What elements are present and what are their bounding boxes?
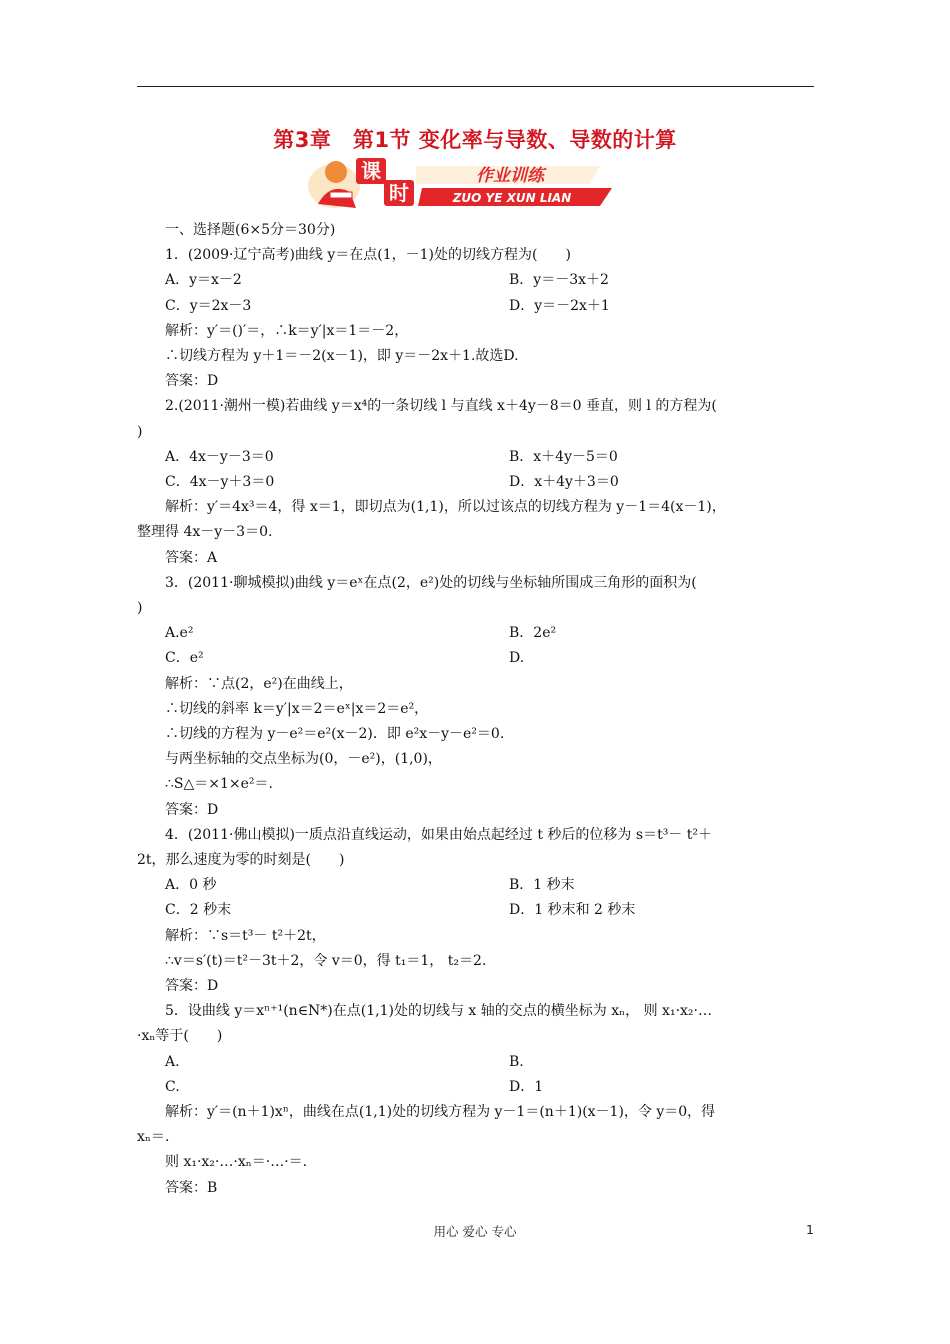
q5-solution-line-2: xₙ＝. [137,1129,170,1146]
q3-solution-2: ∴切线的斜率 k＝y′|x＝2＝eˣ|x＝2＝e²， [165,700,429,717]
homework-banner [300,152,620,212]
q2-options-row-2 [137,470,814,495]
q4-answer: 答案：D [165,977,219,994]
q1-option-c: C．y＝2x－3 [165,297,252,314]
q2-solution-line-2: 整理得 4x－y－3＝0. [137,524,273,541]
q3-options-row-1 [137,621,814,646]
q2-solution-line-1: 解析：y′＝4x³＝4，得 x＝1，即切点为(1,1)，所以过该点的切线方程为 y－1＝4(x－1)， [165,499,726,516]
q3-stem-line-2: ) [137,599,143,616]
banner-char-2: 时 [389,181,409,205]
q2-option-c: C．4x－y＋3＝0 [165,473,275,490]
q4-options-row-2 [137,898,814,923]
q3-answer: 答案：D [165,801,219,818]
q1-options-row-2 [137,294,814,319]
footer-slogan: 用心 爱心 专心 [433,1224,517,1239]
q3-option-b: B．2e² [509,625,557,642]
header-rule [137,86,814,87]
q4-solution-2: ∴v＝s′(t)＝t²－3t＋2，令 v＝0，得 t₁＝1， t₂＝2. [165,952,487,969]
q1-solution-1: 解析：y′＝()′＝，∴k＝y′|x＝1＝－2， [165,322,409,339]
q5-options-row-2 [137,1075,814,1100]
q4-option-d: D．1 秒末和 2 秒末 [509,902,636,919]
q3-solution-4: 与两坐标轴的交点坐标为(0，－e²)，(1,0)， [165,751,442,768]
q1-option-d: D．y＝－2x＋1 [509,297,610,314]
q3-stem-line-1: 3．(2011·聊城模拟)曲线 y＝eˣ在点(2，e²)处的切线与坐标轴所围成三角形的面积为( [165,574,697,591]
q4-option-a: A．0 秒 [165,877,217,894]
q1-stem: 1．(2009·辽宁高考)曲线 y＝在点(1，－1)处的切线方程为( ) [165,247,571,264]
q3-option-c: C．e² [165,650,204,667]
q2-option-a: A．4x－y－3＝0 [165,448,274,465]
exercise-content [137,218,814,1201]
q5-option-d: D．1 [509,1078,544,1095]
q1-answer: 答案：D [165,373,219,390]
q5-option-b: B. [509,1053,524,1070]
q4-solution-1: 解析：∵s＝t³－ t²＋2t， [165,927,326,944]
q2-answer: 答案：A [165,549,218,566]
q2-options-row-1 [137,445,814,470]
q2-option-b: B．x＋4y－5＝0 [509,448,618,465]
q4-options-row-1 [137,873,814,898]
q3-option-d: D. [509,650,525,667]
q1-options-row-1 [137,268,814,293]
q2-option-d: D．x＋4y＋3＝0 [509,473,619,490]
q5-solution-3: 则 x₁·x₂·…·xₙ＝·…·＝. [165,1154,308,1171]
q3-option-a: A.e² [165,625,194,642]
q1-solution-2: ∴切线方程为 y＋1＝－2(x－1)，即 y＝－2x＋1.故选D. [165,347,519,364]
q4-stem-line-1: 4．(2011·佛山模拟)一质点沿直线运动，如果由始点起经过 t 秒后的位移为 s＝t³－ t²＋ [165,826,712,843]
q4-option-b: B．1 秒末 [509,877,575,894]
q1-option-a: A．y＝x－2 [165,272,242,289]
q5-option-a: A. [165,1053,180,1070]
banner-pinyin: ZUO YE XUN LIAN [452,191,572,205]
banner-script-text: 作业训练 [476,166,544,186]
q5-answer: 答案：B [165,1179,218,1196]
q3-options-row-2 [137,646,814,671]
q5-options-row-1 [137,1050,814,1075]
q1-option-b: B．y＝－3x＋2 [509,272,609,289]
q3-solution-3: ∴切线的方程为 y－e²＝e²(x－2)．即 e²x－y－e²＝0. [165,725,505,742]
page-number: 1 [806,1222,814,1237]
q4-stem-line-2: 2t，那么速度为零的时刻是( ) [137,851,345,868]
section-heading: 一、选择题(6×5分＝30分) [165,222,336,238]
banner-char-1: 课 [361,159,381,183]
q2-stem-line-2: ) [137,423,143,440]
q5-stem-line-1: 5．设曲线 y＝xⁿ⁺¹(n∈N*)在点(1,1)处的切线与 x 轴的交点的横坐标为 xₙ， 则 x₁·x₂·… [165,1003,712,1020]
page-title: 第3章 第1节 变化率与导数、导数的计算 [273,128,677,152]
q5-stem-line-2: ·xₙ等于( ) [137,1028,223,1045]
q4-option-c: C．2 秒末 [165,902,232,919]
q5-solution-line-1: 解析：y′＝(n＋1)xⁿ，曲线在点(1,1)处的切线方程为 y－1＝(n＋1)(x－1)，令 y＝0，得 [165,1103,716,1120]
q3-solution-5: ∴S△＝×1×e²＝. [165,776,273,793]
q3-solution-1: 解析：∵点(2，e²)在曲线上， [165,675,353,692]
q5-option-c: C. [165,1078,180,1095]
girl-reading-icon [308,161,360,208]
q2-stem-line-1: 2.(2011·潮州一模)若曲线 y＝x⁴的一条切线 l 与直线 x＋4y－8＝0 垂直，则 l 的方程为( [165,398,717,415]
